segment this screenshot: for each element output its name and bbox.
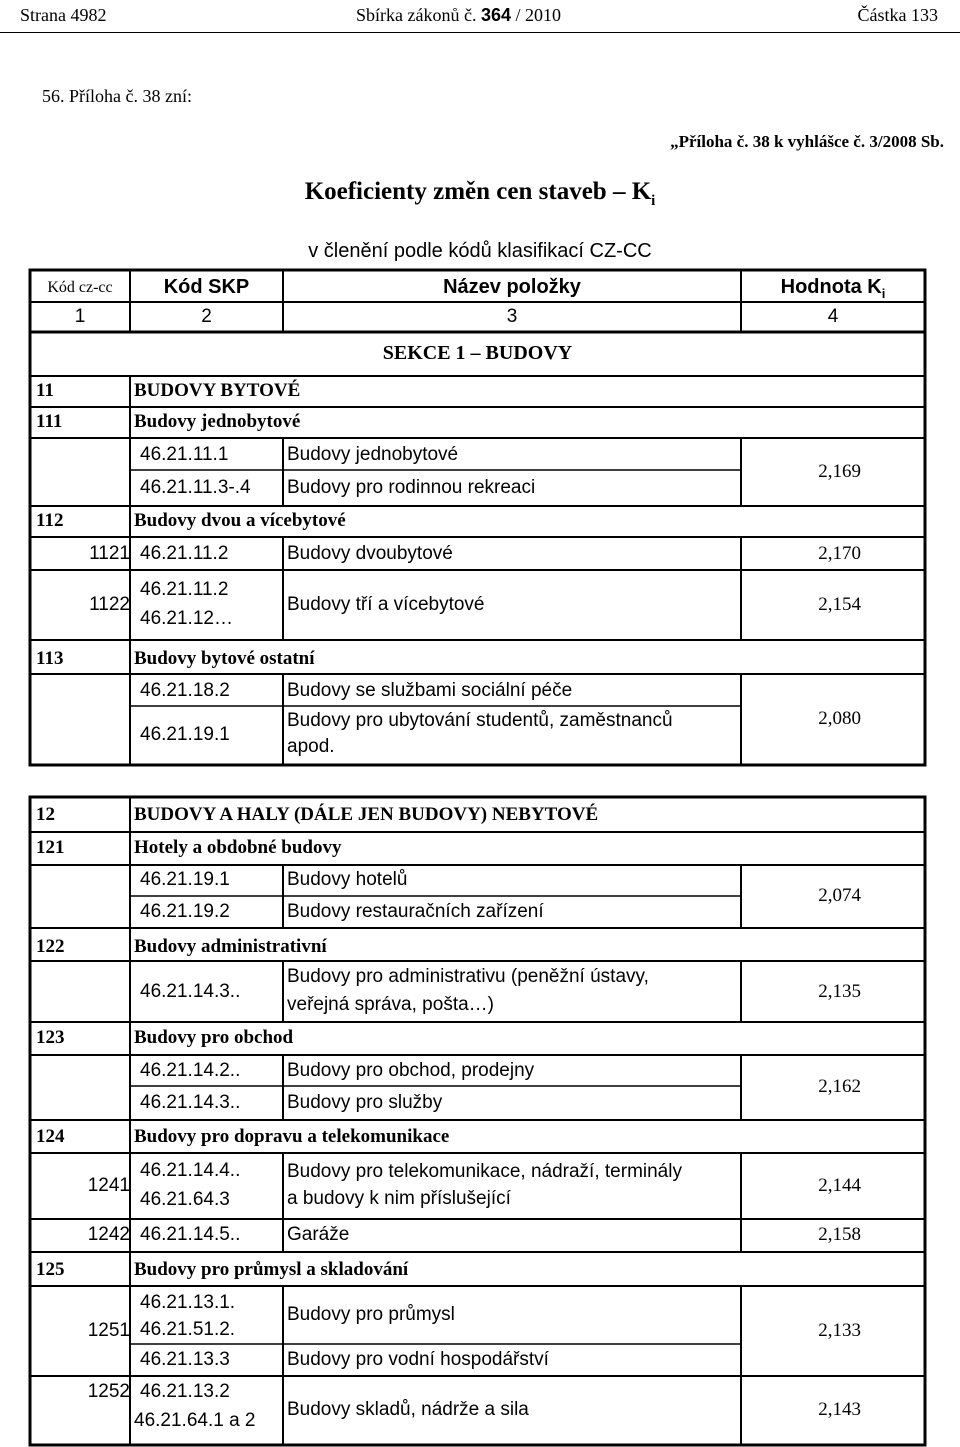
item-name: Budovy pro průmysl [287, 1304, 455, 1325]
row-name: Budovy bytové ostatní [134, 648, 315, 669]
row-code: 1241 [87, 1175, 130, 1196]
row-name: Budovy administrativní [134, 936, 327, 957]
skp-code: 46.21.11.3-.4 [140, 477, 251, 498]
col-number-4: 4 [827, 306, 839, 327]
row-code: 12 [36, 804, 55, 825]
item-name: Budovy pro telekomunikace, nádraží, terminály [287, 1161, 682, 1182]
col-number-3: 3 [506, 306, 518, 327]
item-name: Budovy hotelů [287, 869, 408, 890]
skp-code: 46.21.13.1. [140, 1292, 236, 1313]
item-name: Budovy tří a vícebytové [287, 594, 485, 615]
skp-code: 46.21.19.1 [140, 724, 230, 745]
part-number: Částka 133 [857, 5, 938, 25]
value-k: 2,154 [818, 594, 861, 615]
item-name: Budovy se službami sociální péče [287, 680, 573, 701]
item-name: Budovy pro administrativu (peněžní ústavy, [287, 966, 649, 987]
value-k: 2,080 [818, 708, 861, 729]
value-k: 2,170 [818, 543, 861, 564]
row-name: BUDOVY BYTOVÉ [134, 380, 301, 401]
row-name: Budovy pro obchod [134, 1027, 294, 1048]
value-k: 2,162 [818, 1076, 861, 1097]
row-name: Budovy dvou a vícebytové [134, 510, 346, 531]
law-number: 364 [480, 5, 512, 25]
item-name: Budovy dvoubytové [287, 543, 453, 564]
skp-code: 46.21.11.2 [140, 579, 229, 600]
item-name-cont: veřejná správa, pošta…) [287, 994, 494, 1015]
row-code: 1242 [87, 1224, 130, 1245]
item-name: Budovy pro rodinnou rekreaci [287, 477, 536, 498]
value-k: 2,158 [818, 1224, 861, 1245]
skp-code: 46.21.19.2 [140, 901, 230, 922]
value-k: 2,074 [818, 885, 861, 906]
col-header-value [741, 275, 925, 306]
skp-code: 46.21.18.2 [140, 680, 230, 701]
item-name: Budovy jednobytové [287, 444, 459, 465]
col-header-name: Název položky [443, 276, 581, 298]
row-code: 1122 [89, 594, 130, 615]
item-name: Budovy restauračních zařízení [287, 901, 544, 922]
skp-code: 46.21.13.3 [140, 1349, 230, 1370]
law-year: / 2010 [515, 5, 562, 25]
row-code: 121 [36, 837, 65, 858]
value-k: 2,143 [818, 1399, 861, 1420]
skp-code: 46.21.11.1 [140, 444, 229, 465]
skp-code: 46.21.11.2 [140, 543, 229, 564]
row-name: Budovy jednobytové [134, 411, 301, 432]
value-k: 2,169 [818, 461, 861, 482]
row-name: BUDOVY A HALY (DÁLE JEN BUDOVY) NEBYTOVÉ [134, 804, 599, 825]
skp-code: 46.21.14.2.. [140, 1060, 241, 1081]
skp-code: 46.21.13.2 [140, 1381, 230, 1402]
col-number-2: 2 [201, 306, 212, 327]
skp-code: 46.21.14.5.. [140, 1224, 241, 1245]
skp-code: 46.21.14.3.. [140, 981, 241, 1002]
collection-label: Sbírka zákonů č. [356, 5, 477, 25]
annex-reference: „Příloha č. 38 k vyhlášce č. 3/2008 Sb. [670, 132, 944, 151]
item-name: Budovy pro služby [287, 1092, 443, 1113]
row-code: 124 [36, 1126, 65, 1147]
row-name: Budovy pro dopravu a telekomunikace [134, 1126, 450, 1147]
row-name: Budovy pro průmysl a skladování [134, 1259, 409, 1280]
row-code: 1251 [87, 1320, 130, 1341]
item-name-cont: a budovy k nim příslušející [287, 1188, 511, 1209]
item-name: Budovy pro ubytování studentů, zaměstnanců [287, 710, 673, 731]
section-title: SEKCE 1 – BUDOVY [382, 342, 573, 364]
skp-code: 46.21.14.4.. [140, 1160, 241, 1181]
page-number: Strana 4982 [20, 5, 107, 25]
skp-code: 46.21.14.3.. [140, 1092, 241, 1113]
value-k: 2,144 [818, 1175, 861, 1196]
skp-code: 46.21.51.2. [140, 1319, 236, 1340]
skp-code: 46.21.12… [140, 608, 233, 629]
skp-code: 46.21.19.1 [140, 869, 230, 890]
row-name: Hotely a obdobné budovy [134, 837, 342, 858]
row-code: 1252 [87, 1381, 130, 1402]
value-k: 2,133 [818, 1320, 861, 1341]
col-number-1: 1 [74, 306, 86, 327]
item-name: Budovy pro obchod, prodejny [287, 1060, 535, 1081]
col-header-value-sub: i [881, 286, 886, 301]
row-code: 123 [36, 1027, 65, 1048]
col-header-code: Kód cz-cc [47, 279, 113, 296]
row-code: 1121 [89, 543, 130, 564]
item-name-cont: apod. [287, 736, 335, 757]
item-name: Budovy pro vodní hospodářství [287, 1349, 549, 1370]
skp-code: 46.21.64.3 [140, 1189, 230, 1210]
col-header-skp: Kód SKP [163, 276, 250, 298]
row-code: 111 [36, 411, 63, 432]
intro-text: 56. Příloha č. 38 zní: [42, 86, 192, 106]
item-name: Budovy skladů, nádrže a sila [287, 1399, 529, 1420]
page-subtitle: v členění podle kódů klasifikací CZ-CC [308, 240, 652, 262]
item-name: Garáže [287, 1224, 350, 1245]
row-code: 113 [36, 648, 64, 669]
title-subscript: i [651, 193, 656, 209]
row-code: 11 [36, 380, 54, 401]
row-code: 122 [36, 936, 65, 957]
row-code: 125 [36, 1259, 65, 1280]
row-code: 112 [36, 510, 64, 531]
value-k: 2,135 [818, 981, 861, 1002]
title-text: Koeficienty změn cen staveb – K [304, 178, 652, 205]
skp-code: 46.21.64.1 a 2 [134, 1410, 256, 1431]
col-header-value-text: Hodnota K [780, 276, 882, 298]
